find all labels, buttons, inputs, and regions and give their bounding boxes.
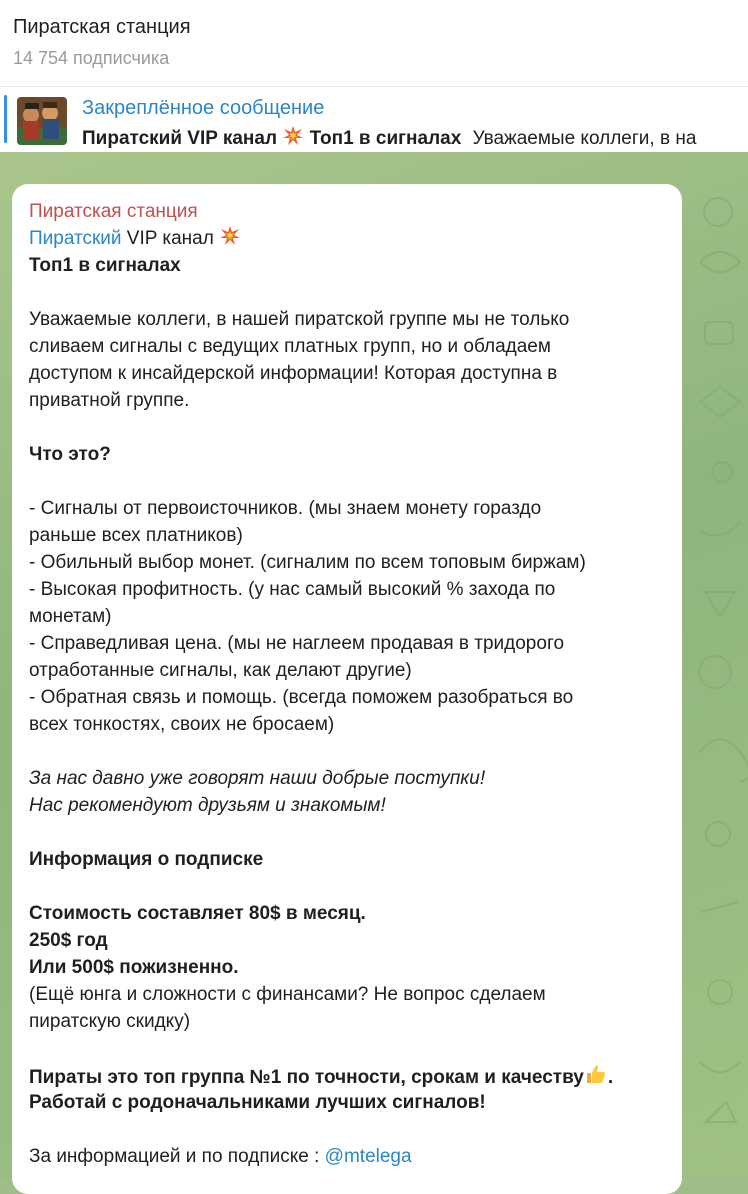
feature-line: - Обильный выбор монет. (сигналим по всем топовым биржам) — [29, 552, 586, 573]
thumbs-up-icon — [584, 1062, 608, 1094]
contact-link[interactable]: @mtelega — [324, 1146, 412, 1167]
pinned-title-bold: Пиратский VIP канал — [82, 128, 278, 149]
feature-line: всех тонкостях, своих не бросаем) — [29, 714, 335, 735]
message-sender[interactable]: Пиратская станция — [29, 201, 198, 222]
price-line: Стоимость составляет 80$ в месяц. — [29, 903, 366, 924]
feature-line: - Справедливая цена. (мы не наглеем продавая в тридорого — [29, 633, 565, 654]
intro-line: доступом к инсайдерской информации! Которая доступна в — [29, 363, 558, 384]
italic-line: Нас рекомендуют друзьям и знакомым! — [29, 795, 386, 816]
contact-line — [29, 1143, 669, 1170]
discount-line: (Ещё юнга и сложности с финансами? Не вопрос сделаем — [29, 984, 546, 1005]
pinned-label: Закреплённое сообщение — [82, 97, 325, 119]
chat-header[interactable] — [0, 0, 748, 86]
intro-line: сливаем сигналы с ведущих платных групп, но и обладаем — [29, 336, 551, 357]
title-link[interactable]: Пиратский — [29, 228, 122, 249]
collision-icon — [282, 125, 304, 153]
price-line: Или 500$ пожизненно. — [29, 957, 239, 978]
what-heading: Что это? — [29, 444, 111, 465]
feature-line: - Высокая профитность. (у нас самый высокий % захода по — [29, 579, 556, 600]
italic-line: За нас давно уже говорят наши добрые поступки! — [29, 768, 486, 789]
pinned-indicator — [4, 95, 7, 143]
pinned-preview-text: Уважаемые коллеги, в на — [472, 128, 697, 149]
contact-text: За информацией и по подписке : — [29, 1146, 325, 1167]
intro-line: Уважаемые коллеги, в нашей пиратской группе мы не только — [29, 309, 570, 330]
price-line: 250$ год — [29, 930, 108, 951]
collision-icon — [219, 225, 241, 255]
message-subtitle: Топ1 в сигналах — [29, 255, 181, 276]
message-content — [29, 198, 669, 1170]
pinned-title-bold-2: Топ1 в сигналах — [309, 128, 462, 149]
pinned-message-bar[interactable] — [0, 86, 748, 153]
closing-line-1 — [29, 1062, 669, 1089]
feature-line: раньше всех платников) — [29, 525, 243, 546]
feature-line: отработанные сигналы, как делают другие) — [29, 660, 412, 681]
closing-end: . — [607, 1067, 614, 1088]
closing-text: Пираты это топ группа №1 по точности, срокам и качеству — [29, 1067, 584, 1088]
title-rest: VIP канал — [121, 228, 214, 249]
message-title-line — [29, 225, 669, 252]
feature-line: - Обратная связь и помощь. (всегда поможем разобраться во — [29, 687, 574, 708]
feature-line: - Сигналы от первоисточников. (мы знаем монету гораздо — [29, 498, 542, 519]
channel-title[interactable]: Пиратская станция — [13, 16, 191, 38]
channel-avatar-thumbnail-icon — [17, 97, 67, 145]
closing-line-2: Работай с родоначальниками лучших сигналов! — [29, 1092, 486, 1113]
intro-line: приватной группе. — [29, 390, 190, 411]
discount-line: пиратскую скидку) — [29, 1011, 191, 1032]
feature-line: монетам) — [29, 606, 112, 627]
subscription-heading: Информация о подписке — [29, 849, 264, 870]
pinned-preview — [82, 125, 696, 153]
subscriber-count: 14 754 подписчика — [13, 48, 170, 68]
